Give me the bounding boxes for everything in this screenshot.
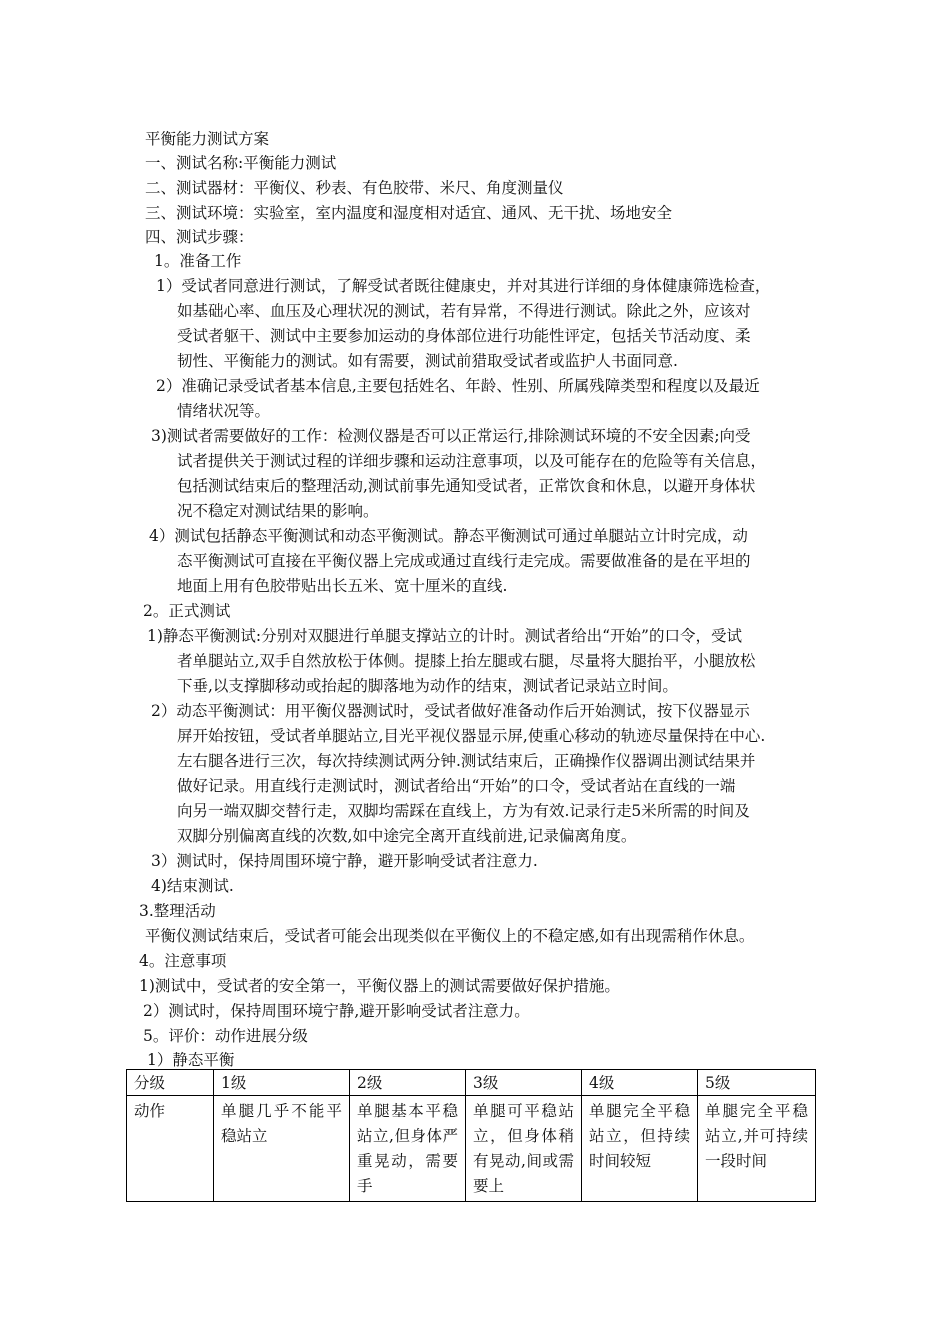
- table-header-cell: 3级: [466, 1070, 582, 1096]
- text-line: 1）受试者同意进行测试，了解受试者既往健康史，并对其进行详细的身体健康筛选检查，: [156, 277, 771, 295]
- text-line: 4)结束测试.: [151, 877, 234, 895]
- text-line: 1)测试中，受试者的安全第一，平衡仪器上的测试需要做好保护措施。: [139, 977, 620, 995]
- text-line: 向另一端双脚交替行走，双脚均需踩在直线上，方为有效.记录行走5米所需的时间及: [177, 802, 750, 820]
- text-line: 1。准备工作: [154, 252, 242, 270]
- text-line: 者单腿站立,双手自然放松于体侧。提膝上抬左腿或右腿，尽量将大腿抬平，小腿放松: [177, 652, 756, 670]
- text-line: 1)静态平衡测试:分别对双腿进行单腿支撑站立的计时。测试者给出“开始”的口令，受试: [147, 627, 742, 645]
- text-line: 左右腿各进行三次，每次持续测试两分钟.测试结束后，正确操作仪器调出测试结果并: [177, 752, 756, 770]
- text-line: 试者提供关于测试过程的详细步骤和运动注意事项，以及可能存在的危险等有关信息，: [177, 452, 767, 470]
- text-line: 1）静态平衡: [147, 1051, 235, 1069]
- table-header-cell: 5级: [698, 1070, 816, 1096]
- table-header-cell: 分级: [127, 1070, 214, 1096]
- table-cell: 单腿完全平稳站立,并可持续一段时间: [698, 1096, 816, 1202]
- text-line: 2）测试时，保持周围环境宁静,避开影响受试者注意力。: [143, 1002, 530, 1020]
- text-line: 4。注意事项: [139, 952, 227, 970]
- text-line: 2）准确记录受试者基本信息,主要包括姓名、年龄、性别、所属残障类型和程度以及最近: [156, 377, 760, 395]
- text-line: 情绪状况等。: [177, 402, 271, 420]
- text-line: 三、测试环境：实验室，室内温度和湿度相对适宜、通风、无干扰、场地安全: [145, 204, 673, 222]
- text-line: 如基础心率、血压及心理状况的测试，若有异常，不得进行测试。除此之外，应该对: [177, 302, 751, 320]
- text-line: 态平衡测试可直接在平衡仪器上完成或通过直线行走完成。需要做准备的是在平坦的: [177, 552, 751, 570]
- table-header-cell: 1级: [214, 1070, 350, 1096]
- text-line: 5。评价：动作进展分级: [143, 1027, 308, 1045]
- text-line: 2。正式测试: [143, 602, 231, 620]
- table-header-cell: 2级: [350, 1070, 466, 1096]
- table-cell: 单腿完全平稳站立，但持续时间较短: [582, 1096, 698, 1202]
- text-line: 下垂,以支撑脚移动或抬起的脚落地为动作的结束，测试者记录站立时间。: [177, 677, 678, 695]
- text-line: 3.整理活动: [139, 902, 216, 920]
- text-line: 双脚分别偏离直线的次数,如中途完全离开直线前进,记录偏离角度。: [177, 827, 637, 845]
- text-line: 地面上用有色胶带贴出长五米、宽十厘米的直线.: [177, 577, 508, 595]
- text-line: 况不稳定对测试结果的影响。: [177, 502, 379, 520]
- text-line: 3)测试者需要做好的工作：检测仪器是否可以正常运行,排除测试环境的不安全因素;向受: [151, 427, 751, 445]
- table-cell: 单腿几乎不能平稳站立: [214, 1096, 350, 1202]
- text-line: 四、测试步骤：: [145, 228, 254, 246]
- text-line: 平衡仪测试结束后，受试者可能会出现类似在平衡仪上的不稳定感,如有出现需稍作休息。: [145, 927, 755, 945]
- text-line: 韧性、平衡能力的测试。如有需要，测试前猎取受试者或监护人书面同意.: [177, 352, 678, 370]
- text-line: 受试者躯干、测试中主要参加运动的身体部位进行功能性评定，包括关节活动度、柔: [177, 327, 751, 345]
- text-line: 二、测试器材：平衡仪、秒表、有色胶带、米尺、角度测量仪: [145, 179, 564, 197]
- doc-title: 平衡能力测试方案: [145, 130, 270, 148]
- table-cell: 单腿可平稳站立，但身体稍有晃动,间或需要上: [466, 1096, 582, 1202]
- text-line: 2）动态平衡测试：用平衡仪器测试时，受试者做好准备动作后开始测试，按下仪器显示: [151, 702, 750, 720]
- table-cell: 单腿基本平稳站立,但身体严重晃动，需要手: [350, 1096, 466, 1202]
- text-line: 屏开始按钮，受试者单腿站立,目光平视仪器显示屏,使重心移动的轨迹尽量保持在中心.: [177, 727, 766, 745]
- table-row-label: 动作: [127, 1096, 214, 1202]
- text-line: 包括测试结束后的整理活动,测试前事先通知受试者，正常饮食和休息，以避开身体状: [177, 477, 756, 495]
- table-row: [127, 1096, 816, 1202]
- text-line: 3）测试时，保持周围环境宁静，避开影响受试者注意力.: [151, 852, 538, 870]
- table-header-cell: 4级: [582, 1070, 698, 1096]
- text-line: 做好记录。用直线行走测试时，测试者给出“开始”的口令，受试者站在直线的一端: [177, 777, 736, 795]
- text-line: 一、测试名称:平衡能力测试: [145, 154, 337, 172]
- grading-table: [126, 1069, 816, 1202]
- text-line: 4）测试包括静态平衡测试和动态平衡测试。静态平衡测试可通过单腿站立计时完成，动: [149, 527, 748, 545]
- table-header-row: [127, 1070, 816, 1096]
